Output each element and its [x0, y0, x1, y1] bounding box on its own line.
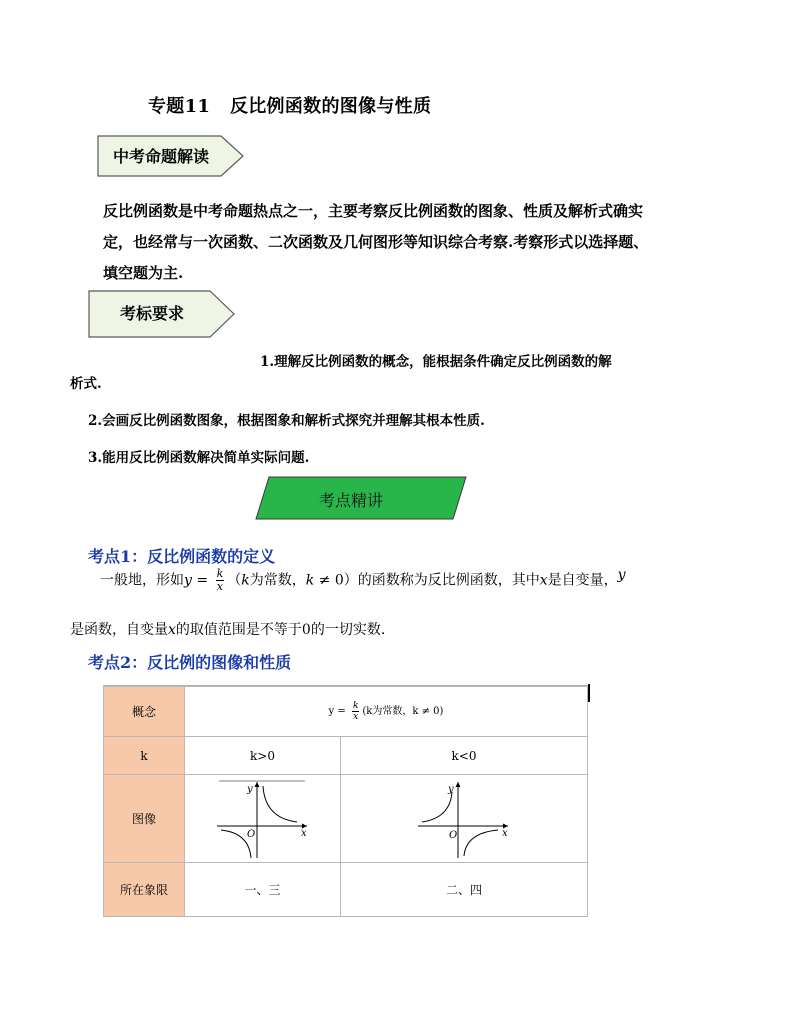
lecture-banner — [255, 476, 467, 520]
interpretation-banner — [97, 135, 245, 177]
requirements-banner — [88, 290, 236, 338]
interpretation-heading: 中考命题解读 — [113, 147, 210, 166]
concept-formula — [185, 687, 588, 737]
k-negative: k<0 — [341, 737, 588, 775]
table-row-quadrant — [104, 863, 588, 917]
line2-suffix: 的取值范围是不等于0的一切实数. — [175, 622, 386, 638]
k-label: k — [104, 737, 185, 775]
cond-open: （ — [227, 572, 242, 589]
formula-denominator: x — [353, 712, 359, 722]
formula-suffix: (k为常数，k ≠ 0) — [362, 706, 444, 717]
formula-prefix: y = — [328, 706, 349, 717]
k-symbol-2: k — [305, 572, 315, 589]
fraction-numerator: k — [216, 567, 224, 580]
y-axis-arrow — [456, 782, 461, 787]
fraction-denominator: x — [216, 580, 223, 593]
properties-table — [103, 686, 588, 917]
table-row-graph — [104, 775, 588, 863]
concept-formula-text — [328, 701, 444, 722]
point1-heading: 考点1：反比例函数的定义 — [88, 547, 276, 566]
y-axis-label: y — [448, 783, 454, 795]
table-row-k — [104, 737, 588, 775]
quadrant-positive: 一、三 — [185, 863, 341, 917]
concept-label: 概念 — [104, 687, 185, 737]
line2-prefix: 是函数，自变量 — [70, 622, 168, 638]
k-positive: k>0 — [185, 737, 341, 775]
cond-text: 为常数， — [249, 572, 306, 589]
independent-text: 是自变量， — [547, 572, 618, 589]
interpretation-line-2: 定，也经常与一次函数、二次函数及几何图形等知识综合考察.考察形式以选择题、 — [103, 233, 649, 251]
def-suffix: ）的函数称为反比例函数，其中 — [343, 572, 540, 589]
hyperbola-negative-graph — [414, 778, 514, 860]
graph-negative-cell — [341, 775, 588, 863]
lecture-heading: 考点精讲 — [319, 491, 384, 510]
hyperbola-positive-graph — [213, 778, 313, 860]
branch-fourth-quadrant — [464, 830, 498, 856]
branch-second-quadrant — [422, 792, 452, 822]
x-axis-label: x — [502, 827, 508, 839]
point1-line-1 — [100, 568, 626, 593]
requirement-1-part1: 1.理解反比例函数的概念，能根据条件确定反比例函数的解 — [260, 354, 612, 370]
origin-label: O — [449, 829, 458, 841]
page-title: 专题11 反比例函数的图像与性质 — [148, 96, 432, 117]
y-axis-label: y — [246, 783, 253, 795]
equals-sign: = — [191, 572, 213, 589]
quadrant-label: 所在象限 — [104, 863, 185, 917]
k-symbol: k — [241, 572, 250, 589]
requirement-2: 2.会画反比例函数图象，根据图象和解析式探究并理解其根本性质. — [88, 413, 485, 429]
not-equal-zero: ≠ 0 — [314, 572, 344, 589]
requirement-3: 3.能用反比例函数解决简单实际问题. — [88, 450, 310, 466]
formula-fraction — [352, 701, 359, 722]
point1-line-2 — [70, 619, 385, 639]
def-prefix: 一般地，形如 — [100, 572, 184, 589]
y-symbol: y — [184, 572, 192, 589]
x-symbol: x — [539, 572, 548, 589]
y-symbol-2: y — [617, 566, 626, 583]
requirements-heading: 考标要求 — [120, 304, 185, 323]
x-symbol-2: x — [168, 622, 176, 638]
graph-label: 图像 — [104, 775, 185, 863]
interpretation-line-1: 反比例函数是中考命题热点之一，主要考察反比例函数的图象、性质及解析式确实 — [103, 202, 644, 220]
origin-label: O — [246, 828, 255, 840]
x-axis-label: x — [300, 827, 307, 839]
table-row-concept — [104, 687, 588, 737]
y-axis-arrow — [254, 782, 259, 787]
interpretation-line-3: 填空题为主. — [103, 264, 184, 282]
k-over-x-fraction — [216, 568, 225, 593]
point2-heading: 考点2：反比例的图像和性质 — [88, 653, 292, 672]
graph-positive-cell — [185, 775, 341, 863]
requirement-1-part2: 析式. — [70, 376, 102, 392]
table-edge-mark — [588, 684, 590, 702]
branch-first-quadrant — [263, 786, 297, 822]
formula-numerator: k — [352, 701, 359, 711]
quadrant-negative: 二、四 — [341, 863, 588, 917]
